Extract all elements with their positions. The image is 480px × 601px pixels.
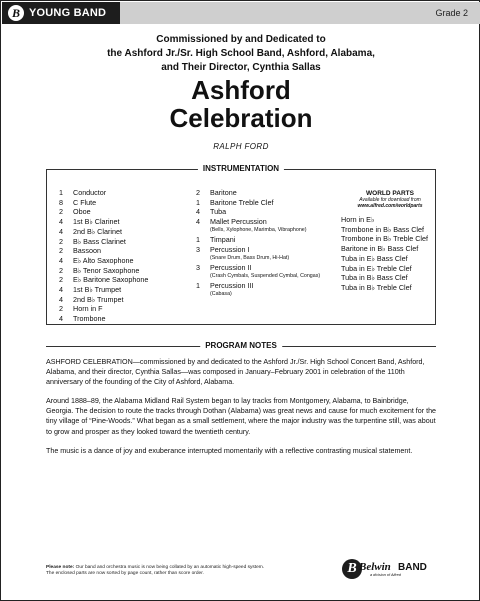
instrument-name: Bassoon xyxy=(73,246,101,256)
instrument-quantity: 2 xyxy=(59,304,63,314)
world-parts-title: WORLD PARTS xyxy=(366,190,414,197)
instrument-column-1 xyxy=(59,188,148,324)
instrument-name: E♭ Baritone Saxophone xyxy=(73,275,149,285)
instrument-name: Horn in F xyxy=(73,304,103,314)
instrument-quantity: 4 xyxy=(59,294,63,304)
instrument-note: (Cabasa) xyxy=(210,290,232,297)
world-part-item: Tuba in E♭ Treble Clef xyxy=(341,263,412,273)
instrument-row xyxy=(59,275,148,285)
notes-paragraph: The music is a dance of joy and exuberance interrupted momentarily with a reflective contrasting musical statement. xyxy=(46,446,413,455)
instrument-row xyxy=(196,198,320,208)
instrument-name: Oboe xyxy=(73,207,91,217)
instrument-column-2 xyxy=(196,188,320,299)
publisher-tagline: a division of Alfred xyxy=(370,573,401,577)
instrument-quantity: 4 xyxy=(59,314,63,324)
instrument-row xyxy=(196,235,320,245)
belwin-logo-icon: B xyxy=(8,5,24,21)
instrument-name: 2nd B♭ Clarinet xyxy=(73,226,122,236)
dedication-line: the Ashford Jr./Sr. High School Band, Ashford, Alabama, xyxy=(107,48,375,59)
instrument-name: 1st B♭ Clarinet xyxy=(73,217,120,227)
dedication xyxy=(1,33,480,75)
instrument-note: (Crash Cymbals, Suspended Cymbal, Congas) xyxy=(210,272,321,279)
instrument-name: Tuba xyxy=(210,207,227,217)
instrument-name: E♭ Alto Saxophone xyxy=(73,255,134,265)
world-part-item: Trombone in B♭ Treble Clef xyxy=(341,234,429,244)
program-notes xyxy=(46,357,438,465)
instrument-quantity: 1 xyxy=(59,188,63,197)
instrument-row xyxy=(196,188,320,198)
notes-paragraph: ASHFORD CELEBRATION—commissioned by and dedicated to the Ashford Jr./Sr. High School Concert Band, Ashford, Alabama, and their director, Cynthia Sallas—was composed in January–February 2001 in celebration of the 110th anniversary of the founding of the City of Ashford, Alabama. xyxy=(46,358,425,387)
dedication-line: Commissioned by and Dedicated to xyxy=(156,34,326,45)
instrumentation-label: INSTRUMENTATION xyxy=(198,164,284,174)
instrument-name: Percussion II xyxy=(210,263,252,273)
publisher-logo-icon: B xyxy=(342,559,362,579)
instrument-quantity: 3 xyxy=(196,244,200,254)
instrument-row xyxy=(59,246,148,256)
collation-footnote xyxy=(46,565,264,577)
piece-title xyxy=(1,76,480,132)
instrument-name: Baritone Treble Clef xyxy=(210,197,274,207)
instrument-row xyxy=(196,263,320,273)
world-part-item: Trombone in B♭ Bass Clef xyxy=(341,224,425,234)
instrument-row xyxy=(196,207,320,217)
instrument-quantity: 4 xyxy=(59,217,63,227)
program-notes-heading xyxy=(46,341,436,351)
series-banner xyxy=(2,2,120,24)
instrument-quantity: 4 xyxy=(196,217,200,227)
grade-level: Grade 2 xyxy=(435,8,468,18)
world-parts-url[interactable]: www.alfred.com/worldparts xyxy=(357,203,423,209)
instrument-quantity: 4 xyxy=(59,285,63,295)
program-notes-label: PROGRAM NOTES xyxy=(200,341,282,351)
instrument-row xyxy=(59,188,148,198)
instrument-name: Timpani xyxy=(210,235,236,245)
instrument-row xyxy=(59,256,148,266)
instrument-quantity: 1 xyxy=(196,281,200,291)
series-name: YOUNG BAND xyxy=(29,7,107,19)
instrument-row xyxy=(59,266,148,276)
instrument-row xyxy=(196,281,320,291)
instrument-note: (Bells, Xylophone, Marimba, Vibraphone) xyxy=(210,226,307,233)
world-parts xyxy=(341,190,461,293)
title-line: Celebration xyxy=(169,103,313,133)
instrument-quantity: 4 xyxy=(59,226,63,236)
world-part-item: Baritone in B♭ Bass Clef xyxy=(341,244,419,254)
world-part-item: Tuba in E♭ Bass Clef xyxy=(341,253,408,263)
instrument-quantity: 2 xyxy=(59,207,63,217)
instrument-row xyxy=(196,245,320,255)
instrument-row xyxy=(59,198,148,208)
world-parts-subtitle: Available for download from xyxy=(359,197,421,203)
instrument-name: Baritone xyxy=(210,188,237,197)
composer-name: RALPH FORD xyxy=(213,142,269,151)
world-part-item: Horn in E♭ xyxy=(341,215,375,224)
instrument-name: Conductor xyxy=(73,188,107,197)
instrument-row xyxy=(59,295,148,305)
instrument-row xyxy=(59,237,148,247)
instrument-name: 2nd B♭ Trumpet xyxy=(73,294,124,304)
dedication-line: and Their Director, Cynthia Sallas xyxy=(161,62,321,73)
instrument-row xyxy=(59,227,148,237)
instrument-name: B♭ Tenor Saxophone xyxy=(73,265,140,275)
instrument-note: (Snare Drum, Bass Drum, Hi-Hat) xyxy=(210,254,290,261)
publisher-name: Belwin xyxy=(359,561,391,573)
instrument-row xyxy=(59,314,148,324)
world-parts-list xyxy=(341,215,461,293)
instrument-name: B♭ Bass Clarinet xyxy=(73,236,126,246)
instrument-quantity: 2 xyxy=(59,265,63,275)
instrument-name: C Flute xyxy=(73,197,97,207)
instrument-name: 1st B♭ Trumpet xyxy=(73,285,122,295)
instrument-quantity: 4 xyxy=(59,255,63,265)
instrument-name: Mallet Percussion xyxy=(210,217,267,227)
publisher-band: BAND xyxy=(398,562,427,573)
instrument-quantity: 2 xyxy=(59,246,63,256)
instrument-row xyxy=(59,285,148,295)
instrument-quantity: 3 xyxy=(196,263,200,273)
instrument-quantity: 2 xyxy=(59,236,63,246)
publisher-logo xyxy=(342,559,442,579)
header-bar xyxy=(2,2,480,24)
world-part-item: Tuba in B♭ Treble Clef xyxy=(341,282,412,292)
grade-banner xyxy=(120,2,480,24)
instrument-name: Percussion III xyxy=(210,281,254,291)
title-line: Ashford xyxy=(191,75,291,105)
instrument-row xyxy=(59,304,148,314)
instrument-quantity: 1 xyxy=(196,197,200,207)
instrument-quantity: 8 xyxy=(59,197,63,207)
instrument-row xyxy=(196,217,320,227)
notes-paragraph: Around 1888–89, the Alabama Midland Rail System began to lay tracks from Montgomery, Alabama, to Bainbridge, Georgia. The decision to route the tracks through Dothan (Alabama) was great news and cause for much excitement for the tiny village of “Pine-Woods.” What began as a small settlement, where the major industry was the turpentine still, was about to grow and prosper as they looked toward the twentieth century. xyxy=(46,397,437,436)
instrument-row xyxy=(59,207,148,217)
world-part-item: Tuba in B♭ Bass Clef xyxy=(341,273,408,283)
instrument-quantity: 2 xyxy=(196,188,200,197)
footnote-label: Please note: xyxy=(46,565,75,570)
instrument-name: Trombone xyxy=(73,314,106,324)
instrument-quantity: 2 xyxy=(59,275,63,285)
footnote-line: The enclosed parts are now sorted by page count, rather than score order. xyxy=(46,571,204,576)
instrument-name: Percussion I xyxy=(210,244,250,254)
footnote-text: Our band and orchestra music is now being collated by an automatic high-speed system. xyxy=(75,565,265,570)
instrument-row xyxy=(59,217,148,227)
instrument-quantity: 1 xyxy=(196,235,200,245)
instrument-quantity: 4 xyxy=(196,207,200,217)
